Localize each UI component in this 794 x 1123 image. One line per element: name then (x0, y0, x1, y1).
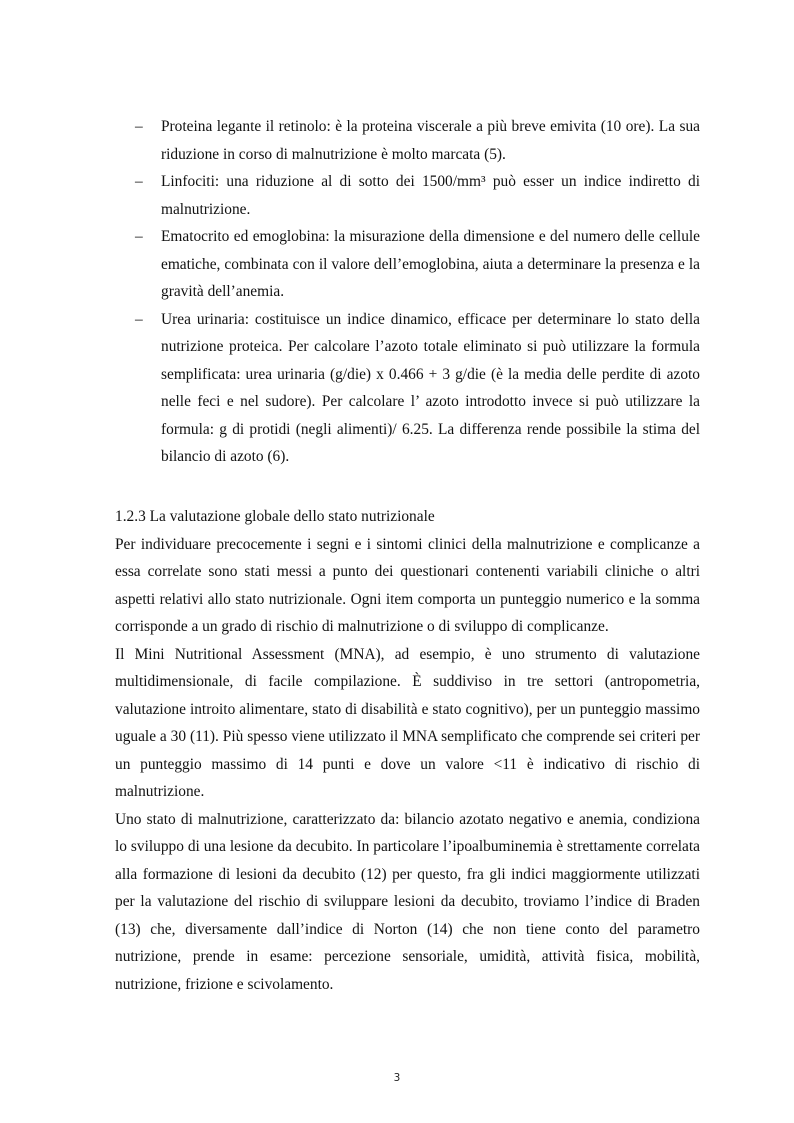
paragraph-intro: Per individuare precocemente i segni e i sintomi clinici della malnutrizione e complicanze a essa correlate sono stati messi a punto dei questionari contenenti variabili cliniche o altri aspetti relativi allo stato nutrizionale. Ogni item comporta un punteggio numerico e la somma corrisponde a un grado di rischio di malnutrizione o di sviluppo di complicanze. (115, 535, 700, 635)
bullet-item-retinol (115, 113, 700, 168)
bullet-dash: – (135, 118, 143, 135)
bullet-text: Ematocrito ed emoglobina: la misurazione della dimensione e del numero delle cellule ematiche, combinata con il valore dell’emoglobina, aiuta a determinare la presenza e la gravità dell’anemia. (161, 228, 700, 300)
section-nutritional-assessment (115, 503, 700, 998)
bullet-item-urea (115, 306, 700, 471)
bullet-dash: – (135, 228, 143, 245)
bullet-text: Urea urinaria: costituisce un indice dinamico, efficace per determinare lo stato della nutrizione proteica. Per calcolare l’azoto totale eliminato si può utilizzare la formula semplificata: urea urinaria (g/die) x 0.466 + 3 g/die (è la media delle perdite di azoto nelle feci e nel sudore). Per calcolare l’ azoto introdotto invece si può utilizzare la formula: g di protidi (negli alimenti)/ 6.25. La differenza rende possibile la stima del bilancio di azoto (6). (161, 310, 700, 465)
bullet-item-lymphocytes (115, 168, 700, 223)
bullet-dash: – (135, 173, 143, 190)
bullet-dash: – (135, 310, 143, 328)
section-heading: 1.2.3 La valutazione globale dello stato nutrizionale (115, 508, 435, 525)
bullet-text: Proteina legante il retinolo: è la proteina viscerale a più breve emivita (10 ore). La sua riduzione in corso di malnutrizione è molto marcata (5). (161, 118, 700, 163)
bullet-item-hematocrit (115, 223, 700, 306)
page-number: 3 (393, 1072, 401, 1084)
paragraph-braden: Uno stato di malnutrizione, caratterizzato da: bilancio azotato negativo e anemia, condiziona lo sviluppo di una lesione da decubito. In particolare l’ipoalbuminemia è strettamente correlata alla formazione di lesioni da decubito (12) per questo, fra gli indici maggiormente utilizzati per la valutazione del rischio di sviluppare lesioni da decubito, troviamo l’indice di Braden (13) che, diversamente dall’indice di Norton (14) che non tiene conto del parametro nutrizione, prende in esame: percezione sensoriale, umidità, attività fisica, mobilità, nutrizione, frizione e scivolamento. (115, 810, 700, 993)
bullet-text: Linfociti: una riduzione al di sotto dei 1500/mm³ può esser un indice indiretto di malnutrizione. (161, 173, 700, 218)
paragraph-mna: Il Mini Nutritional Assessment (MNA), ad esempio, è uno strumento di valutazione multidimensionale, di facile compilazione. È suddiviso in tre settori (antropometria, valutazione introito alimentare, stato di disabilità e stato cognitivo), per un punteggio massimo uguale a 30 (11). Più spesso viene utilizzato il MNA semplificato che comprende sei criteri per un punteggio massimo di 14 punti e dove un valore <11 è indicativo di rischio di malnutrizione. (115, 645, 700, 800)
bullet-list (115, 113, 700, 471)
